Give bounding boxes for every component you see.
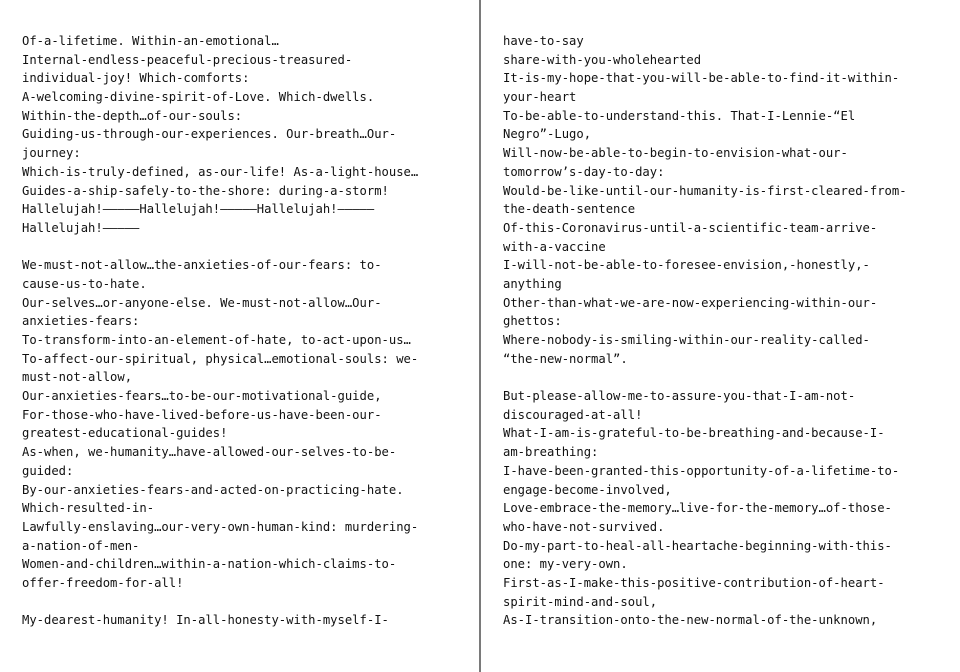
text-line: Our-selves…or-anyone-else. We-must-not-allow…Our-	[22, 295, 382, 310]
text-line: anything	[503, 276, 562, 291]
text-line: What-I-am-is-grateful-to-be-breathing-and-because-I-	[503, 426, 885, 441]
text-line: I-will-not-be-able-to-foresee-envision,-honestly,-	[503, 258, 870, 273]
text-line: greatest-educational-guides!	[22, 426, 228, 441]
text-line: My-dearest-humanity! In-all-honesty-with-myself-I-	[22, 613, 389, 628]
text-line: Hallelujah!—————Hallelujah!—————Hallelujah!—————	[22, 202, 375, 217]
text-line: It-is-my-hope-that-you-will-be-able-to-find-it-within-	[503, 71, 900, 86]
text-line: with-a-vaccine	[503, 239, 606, 254]
text-line: Negro”-Lugo,	[503, 127, 592, 142]
text-line: Other-than-what-we-are-now-experiencing-within-our-	[503, 295, 878, 310]
text-line: For-those-who-have-lived-before-us-have-been-our-	[22, 407, 382, 422]
text-line: I-have-been-granted-this-opportunity-of-a-lifetime-to-	[503, 463, 900, 478]
text-line: the-death-sentence	[503, 202, 636, 217]
text-line: To-transform-into-an-element-of-hate, to-act-upon-us…	[22, 333, 411, 347]
text-line: individual-joy! Which-comforts:	[22, 71, 250, 86]
right-page-text	[503, 32, 907, 630]
text-line: Guides-a-ship-safely-to-the-shore: during-a-storm!	[22, 183, 389, 198]
text-line: As-when, we-humanity…have-allowed-our-selves-to-be-	[22, 445, 397, 460]
text-line: Will-now-be-able-to-begin-to-envision-what-our-	[503, 146, 848, 161]
text-line: “the-new-normal”.	[503, 351, 628, 366]
text-line: Internal-endless-peaceful-precious-treasured-	[22, 52, 353, 67]
text-line: ghettos:	[503, 314, 562, 329]
text-line: journey:	[22, 146, 81, 161]
text-line: Would-be-like-until-our-humanity-is-first-cleared-from-	[503, 183, 907, 198]
text-line	[503, 368, 907, 387]
text-line: A-welcoming-divine-spirit-of-Love. Which-dwells.	[22, 90, 375, 105]
text-line: Of-a-lifetime. Within-an-emotional…	[22, 34, 279, 48]
text-line	[22, 593, 418, 612]
text-line: To-affect-our-spiritual, physical…emotional-souls: we-	[22, 351, 419, 366]
left-page-text	[22, 32, 418, 630]
right-page	[481, 0, 960, 672]
text-line: one: my-very-own.	[503, 557, 628, 572]
text-line: cause-us-to-hate.	[22, 276, 147, 291]
text-line: who-have-not-survived.	[503, 519, 665, 534]
text-line: Within-the-depth…of-our-souls:	[22, 108, 243, 123]
text-line: Of-this-Coronavirus-until-a-scientific-team-arrive-	[503, 220, 878, 235]
text-line: spirit-mind-and-soul,	[503, 594, 658, 609]
text-line: Guiding-us-through-our-experiences. Our-breath…Our-	[22, 127, 397, 142]
text-line: Do-my-part-to-heal-all-heartache-beginning-with-this-	[503, 538, 892, 553]
text-line: anxieties-fears:	[22, 314, 140, 329]
text-line: We-must-not-allow…the-anxieties-of-our-fears: to-	[22, 258, 382, 273]
text-line: Which-resulted-in-	[22, 501, 155, 516]
text-line: Lawfully-enslaving…our-very-own-human-kind: murdering-	[22, 519, 419, 534]
text-line: engage-become-involved,	[503, 482, 672, 497]
text-line: As-I-transition-onto-the-new-normal-of-the-unknown,	[503, 613, 878, 628]
text-line: a-nation-of-men-	[22, 538, 140, 553]
text-line: Our-anxieties-fears…to-be-our-motivational-guide,	[22, 389, 382, 404]
text-line: have-to-say	[503, 34, 584, 48]
text-line: discouraged-at-all!	[503, 407, 643, 422]
text-line: guided:	[22, 463, 74, 478]
text-line: To-be-able-to-understand-this. That-I-Lennie-“El	[503, 108, 856, 123]
text-line: must-not-allow,	[22, 370, 133, 385]
text-line: First-as-I-make-this-positive-contribution-of-heart-	[503, 575, 885, 590]
text-line	[22, 238, 418, 257]
text-line: share-with-you-wholehearted	[503, 52, 702, 67]
text-line: Hallelujah!—————	[22, 220, 140, 235]
text-line: Love-embrace-the-memory…live-for-the-memory…of-those-	[503, 501, 892, 516]
text-line: But-please-allow-me-to-assure-you-that-I-am-not-	[503, 389, 856, 404]
text-line: your-heart	[503, 90, 577, 105]
text-line: offer-freedom-for-all!	[22, 575, 184, 590]
text-line: Which-is-truly-defined, as-our-life! As-a-light-house…	[22, 164, 419, 179]
text-line: Where-nobody-is-smiling-within-our-reality-called-	[503, 333, 870, 347]
text-line: By-our-anxieties-fears-and-acted-on-practicing-hate.	[22, 482, 404, 497]
text-line: tomorrow’s-day-to-day:	[503, 164, 665, 179]
text-line: am-breathing:	[503, 445, 599, 460]
text-line: Women-and-children…within-a-nation-which-claims-to-	[22, 557, 397, 572]
